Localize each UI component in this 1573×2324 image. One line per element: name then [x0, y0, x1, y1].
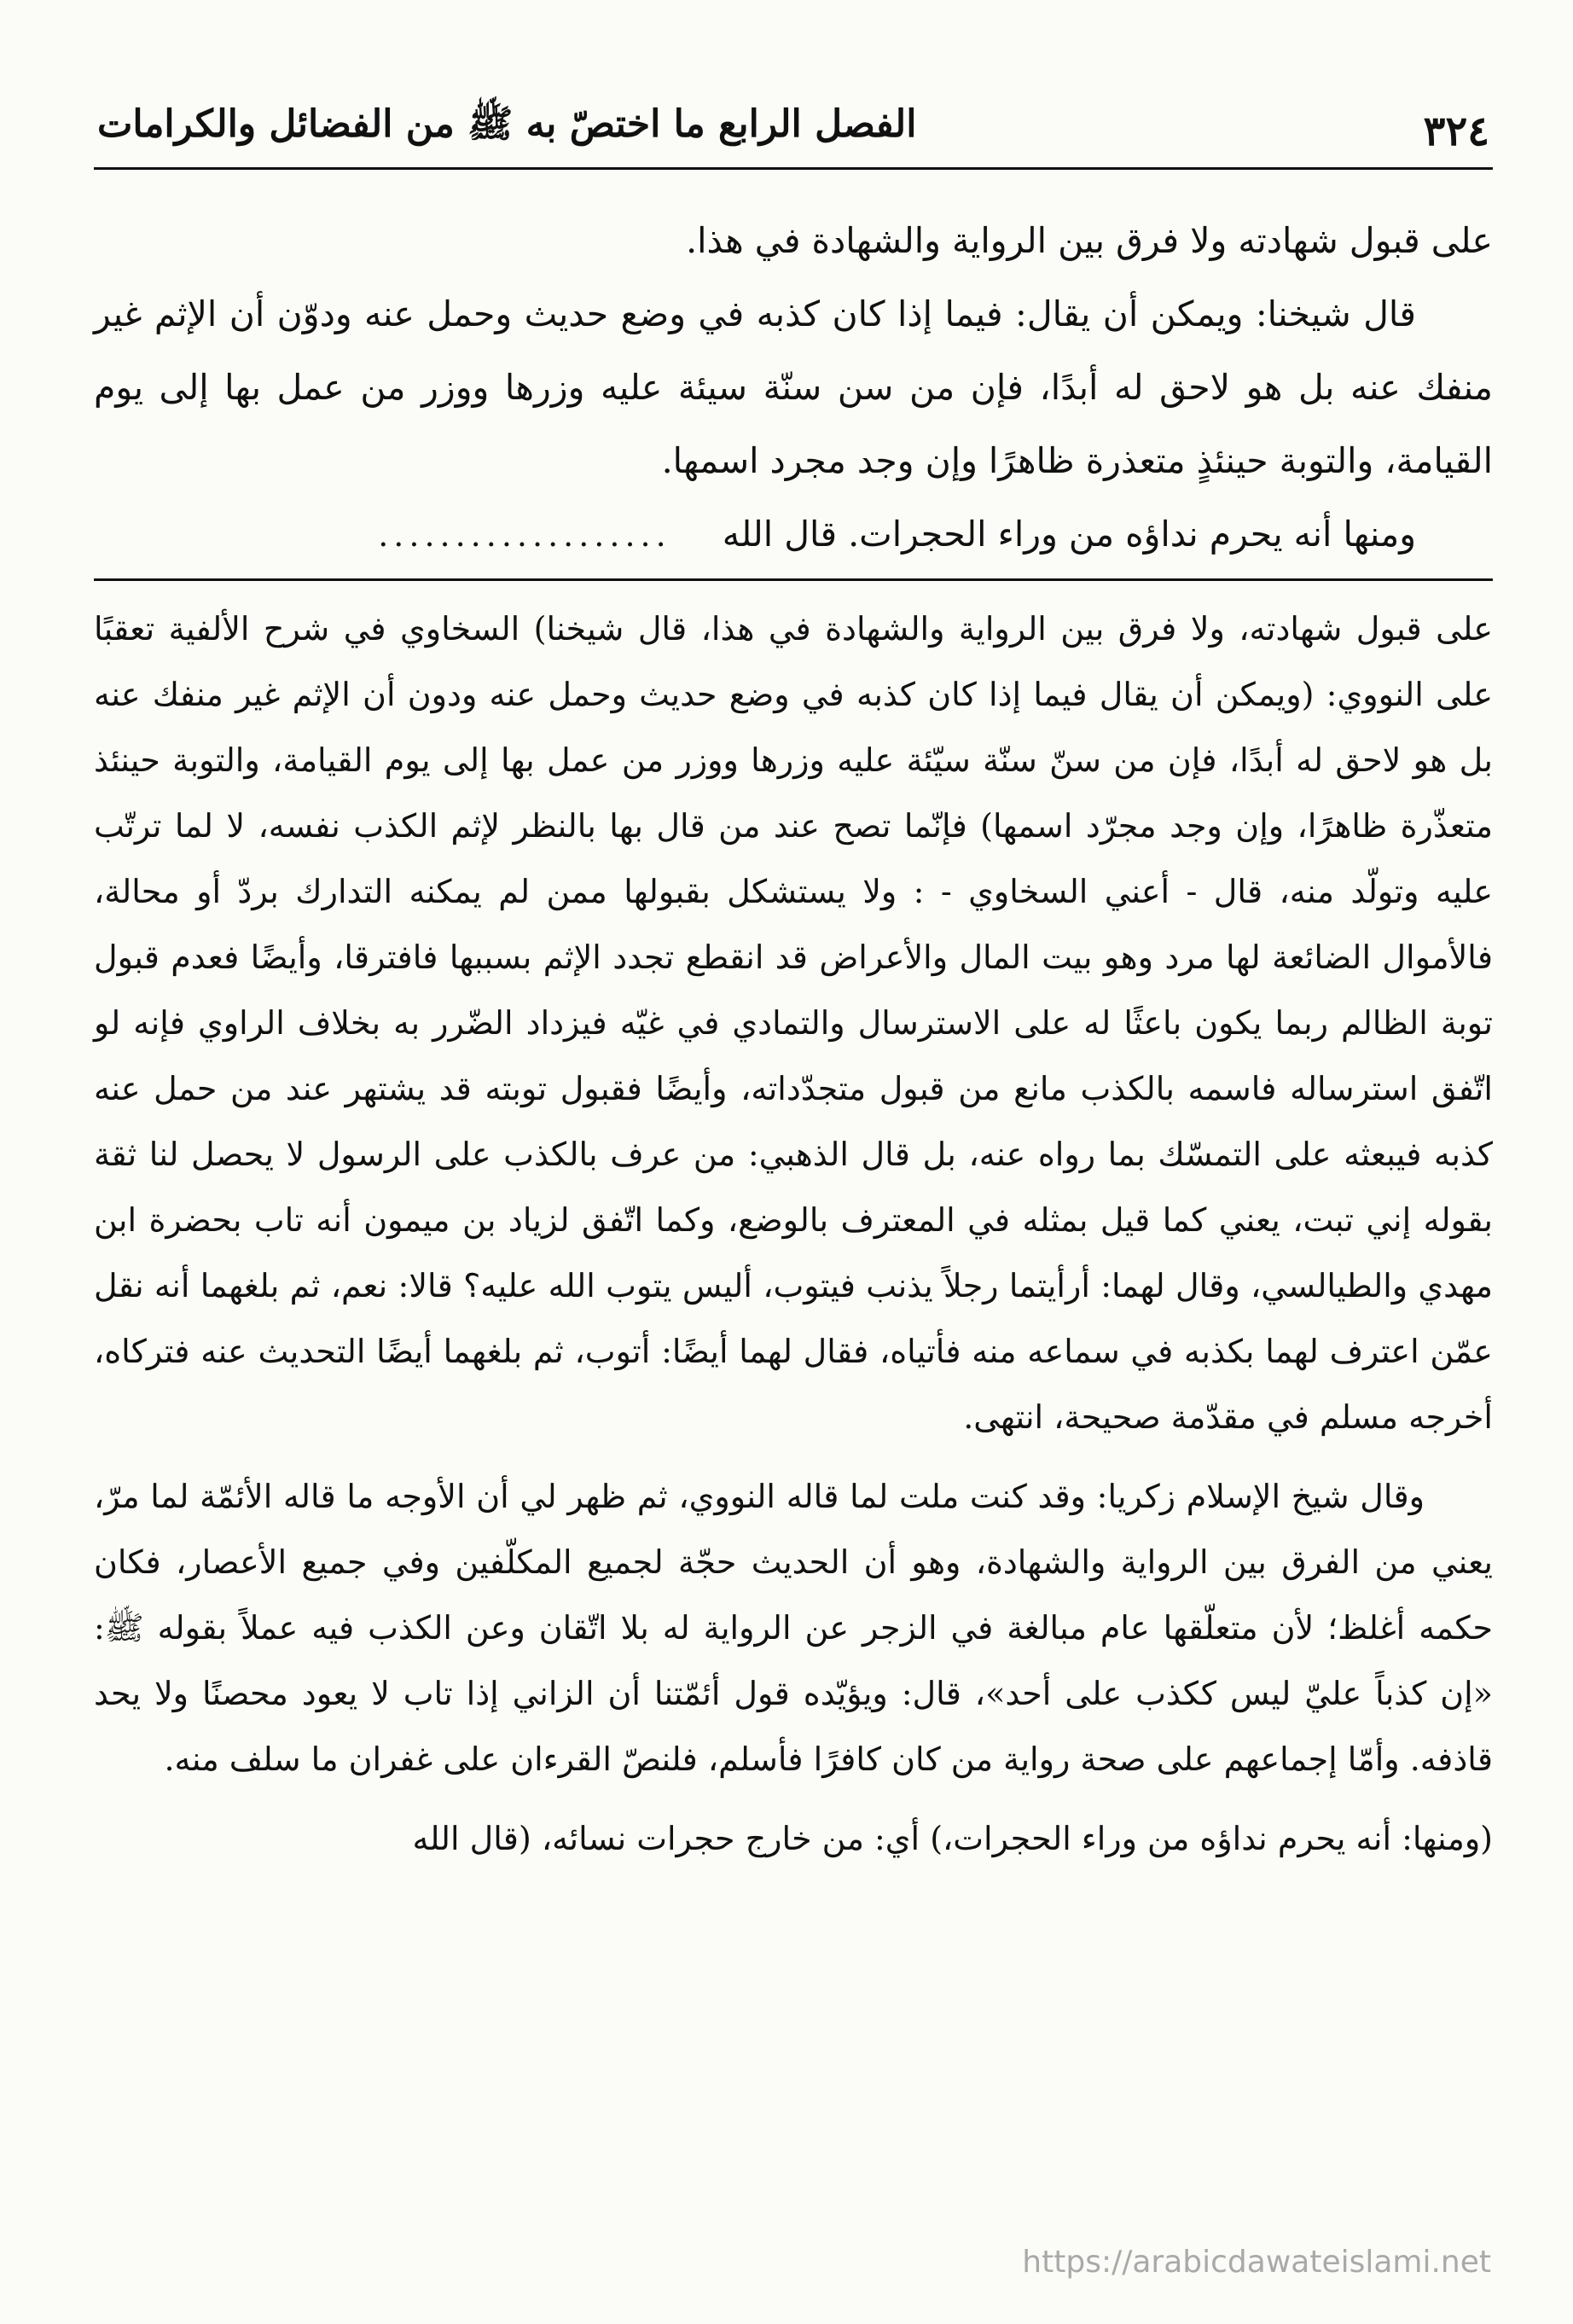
commentary-divider — [94, 578, 1493, 581]
main-text-line: ومنها أنه يحرم نداؤه من وراء الحجرات. قال الله — [722, 514, 1416, 555]
header-divider — [94, 167, 1493, 170]
main-text-line: على قبول شهادته ولا فرق بين الرواية والشهادة في هذا. — [686, 220, 1493, 261]
page-number: ٣٢٤ — [1423, 107, 1489, 155]
main-text — [94, 204, 1493, 572]
commentary-paragraph: على قبول شهادته، ولا فرق بين الرواية والشهادة في هذا، قال شيخنا) السخاوي في شرح الألفية تعقبًا على النووي: (ويمكن أن يقال فيما إذا كان كذبه في وضع حديث وحمل عنه ودون أن الإثم غير منفك عنه بل هو لاحق له أبدًا، فإن من سنّ سنّة سيّئة عليه وزرها ووزر من عمل بها إلى يوم القيامة، والتوبة حينئذ متعذّرة ظاهرًا، وإن وجد مجرّد اسمها) فإنّما تصح عند من قال بها بالنظر لإثم الكذب نفسه، لا لما ترتّب عليه وتولّد منه، قال - أعني السخاوي - : ولا يستشكل بقبولها ممن لم يمكنه التدارك بردّ أو محالة، فالأموال الضائعة لها مرد وهو بيت المال والأعراض قد انقطع تجدد الإثم بسببها فافترقا، وأيضًا فعدم قبول توبة الظالم ربما يكون باعثًا له على الاسترسال والتمادي في غيّه فيزداد الضّرر به بخلاف الراوي فإنه لو اتّفق استرساله فاسمه بالكذب مانع من قبول متجدّداته، وأيضًا فقبول توبته قد يشتهر عند من حمل عنه كذبه فيبعثه على التمسّك بما رواه عنه، بل قال الذهبي: من عرف بالكذب على الرسول لا يحصل لنا ثقة بقوله إني تبت، يعني كما قيل بمثله في المعترف بالوضع، وكما اتّفق لزياد بن ميمون أنه تاب بحضرة ابن مهدي والطيالسي، وقال لهما: أرأيتما رجلاً يذنب فيتوب، أليس يتوب الله عليه؟ قالا: نعم، ثم بلغهما أنه نقل عمّن اعترف لهما بكذبه في سماعه منه فأتياه، فقال لهما أيضًا: أتوب، ثم بلغهما أيضًا التحديث عنه فتركاه، أخرجه مسلم في مقدّمة صحيحة، انتهى. — [94, 610, 1493, 1436]
commentary-paragraph: (ومنها: أنه يحرم نداؤه من وراء الحجرات،) أي: من خارج حجرات نسائه، (قال الله — [412, 1820, 1493, 1857]
main-text-closing-line — [94, 497, 1493, 572]
website-watermark: https://arabicdawateislami.net — [1022, 2245, 1491, 2280]
page-header — [94, 77, 1493, 155]
continuation-dots: ................... — [378, 516, 671, 554]
commentary-text — [94, 596, 1493, 1872]
book-page — [94, 77, 1493, 2295]
commentary-paragraph: وقال شيخ الإسلام زكريا: وقد كنت ملت لما قاله النووي، ثم ظهر لي أن الأوجه ما قاله الأئمّة لما مرّ، يعني من الفرق بين الرواية والشهادة، وهو أن الحديث حجّة لجميع المكلّفين وفي جميع الأعصار، فكان حكمه أغلظ؛ لأن متعلّقها عام مبالغة في الزجر عن الرواية له بلا اتّقان وعن الكذب فيه عملاً بقوله ﷺ: «إن كذباً عليّ ليس ككذب على أحد»، قال: ويؤيّده قول أئمّتنا أن الزاني إذا تاب لا يعود محصنًا ولا يحد قاذفه. وأمّا إجماعهم على صحة رواية من كان كافرًا فأسلم، فلنصّ القرءان على غفران ما سلف منه. — [94, 1478, 1493, 1778]
main-text-paragraph: قال شيخنا: ويمكن أن يقال: فيما إذا كان كذبه في وضع حديث وحمل عنه ودوّن أن الإثم غير منفك عنه بل هو لاحق له أبدًا، فإن من سن سنّة سيئة عليه وزرها ووزر من عمل بها إلى يوم القيامة، والتوبة حينئذٍ متعذرة ظاهرًا وإن وجد مجرد اسمها. — [94, 293, 1493, 481]
chapter-title: الفصل الرابع ما اختصّ به ﷺ من الفضائل والكرامات — [97, 102, 917, 146]
